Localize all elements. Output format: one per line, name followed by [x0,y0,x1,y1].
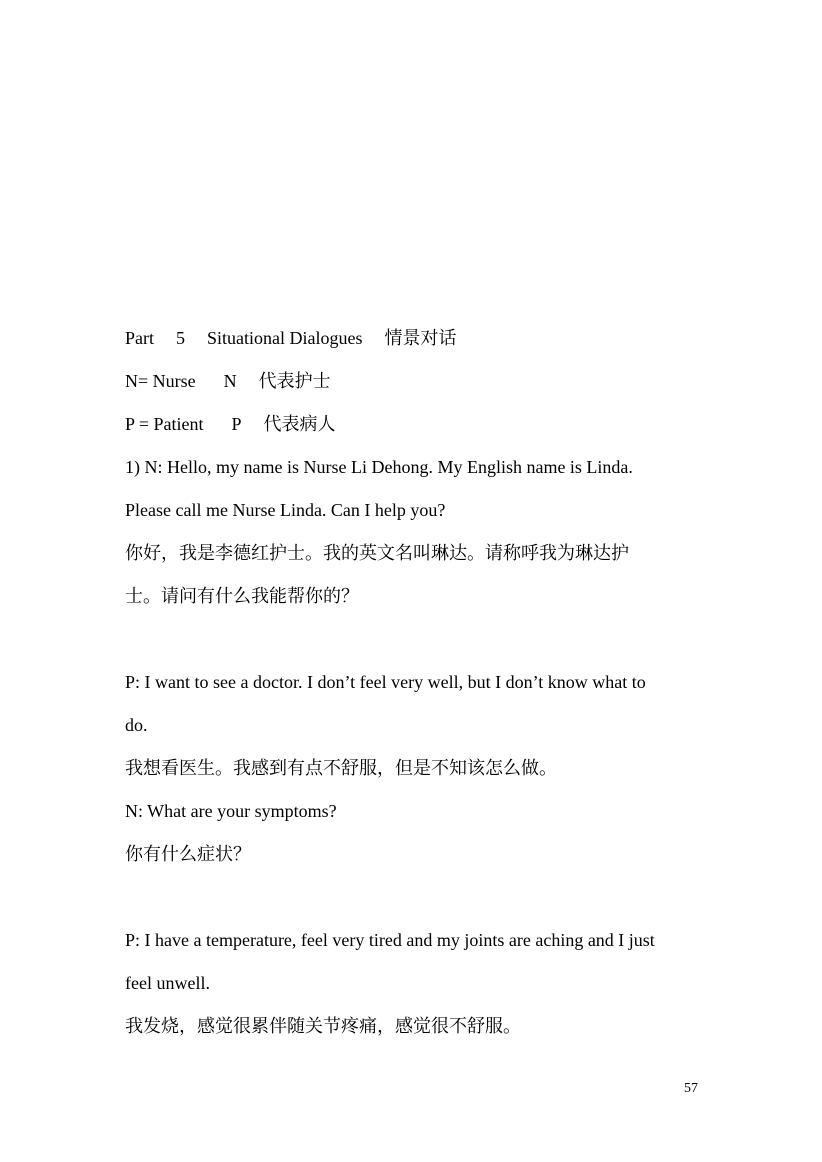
section-title-en: Situational Dialogues [207,328,363,348]
part-number: 5 [176,328,185,348]
dialogue-line: 1) N: Hello, my name is Nurse Li Dehong. My English name is Linda. [125,457,633,477]
page-number: 57 [684,1081,698,1096]
dialogue-line-zh: 你好，我是李德红护士。我的英文名叫琳达。请称呼我为琳达护 [125,543,629,563]
legend-patient-abbr: P [231,414,242,434]
dialogue-line: P: I have a temperature, feel very tired and my joints are aching and I just [125,930,655,950]
dialogue-line: P: I want to see a doctor. I don’t feel very well, but I don’t know what to [125,672,646,692]
dialogue-line-zh: 我发烧，感觉很累伴随关节疼痛，感觉很不舒服。 [125,1016,521,1036]
dialogue-line: N: What are your symptoms? [125,801,337,821]
section-heading [125,326,456,350]
dialogue-line-zh: 我想看医生。我感到有点不舒服，但是不知该怎么做。 [125,758,557,778]
legend-nurse [125,369,331,393]
legend-nurse-abbr: N [223,371,237,391]
dialogue-line: Please call me Nurse Linda. Can I help you? [125,500,446,520]
dialogue-line: do. [125,715,148,735]
legend-patient-zh: 代表病人 [263,414,336,434]
section-title-zh: 情景对话 [384,328,457,348]
part-label: Part [125,328,154,348]
legend-patient-def: P = Patient [125,414,204,434]
legend-patient [125,412,336,436]
dialogue-line-zh: 士。请问有什么我能帮你的？ [125,586,359,606]
dialogue-line: feel unwell. [125,973,210,993]
legend-nurse-def: N= Nurse [125,371,196,391]
legend-nurse-zh: 代表护士 [258,371,331,391]
dialogue-line-zh: 你有什么症状？ [125,844,251,864]
